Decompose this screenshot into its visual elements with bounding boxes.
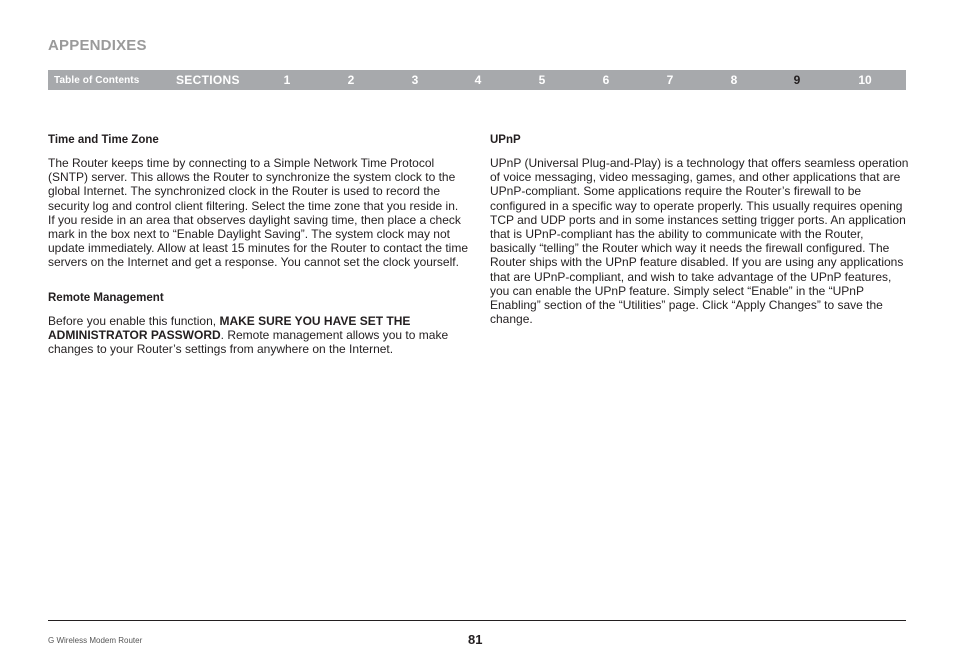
section-link-5[interactable]: 5 xyxy=(538,73,546,87)
remote-body-intro: Before you enable this function, xyxy=(48,313,220,328)
right-column xyxy=(490,133,910,326)
section-link-3[interactable]: 3 xyxy=(411,73,419,87)
section-link-9-active[interactable]: 9 xyxy=(793,73,801,87)
page-section-title: APPENDIXES xyxy=(48,37,147,54)
left-column xyxy=(48,133,468,356)
page-number: 81 xyxy=(468,632,483,647)
section-link-6[interactable]: 6 xyxy=(602,73,610,87)
remote-management-heading: Remote Management xyxy=(48,291,164,304)
upnp-heading: UPnP xyxy=(490,134,521,146)
section-link-8[interactable]: 8 xyxy=(730,73,738,87)
section-nav-bar xyxy=(48,70,906,90)
footer-divider xyxy=(48,620,906,621)
section-link-4[interactable]: 4 xyxy=(474,73,482,87)
section-link-7[interactable]: 7 xyxy=(666,73,674,87)
remote-body-warning: MAKE SURE YOU HAVE SET THE ADMINISTRATOR PASSWORD xyxy=(48,313,411,342)
section-link-1[interactable]: 1 xyxy=(283,73,291,87)
section-link-10[interactable]: 10 xyxy=(858,73,872,87)
time-zone-heading: Time and Time Zone xyxy=(48,134,159,146)
sections-label: SECTIONS xyxy=(176,73,240,87)
footer-product-name: G Wireless Modem Router xyxy=(48,636,143,645)
remote-management-body xyxy=(48,314,468,357)
remote-body-rest: . Remote management allows you to make changes to your Router’s settings from anywhere on the Internet. xyxy=(48,327,449,357)
table-of-contents-link[interactable]: Table of Contents xyxy=(54,75,140,86)
section-link-2[interactable]: 2 xyxy=(347,73,355,87)
upnp-body: UPnP (Universal Plug-and-Play) is a technology that offers seamless operation of voice messaging, video messaging, games, and other applications that are UPnP-compliant. Some applications require the Router’s firewall to be configured in a specific way to operate properly. This usually requires opening TCP and UDP ports and in some instances setting trigger ports. An application that is UPnP-compliant has the ability to communicate with the Router, basically “telling” the Router which way it needs the firewall configured. The Router ships with the UPnP feature disabled. If you are using any applications that are UPnP-compliant, and wish to take advantage of the UPnP features, you can enable the UPnP feature. Simply select “Enable” in the “UPnP Enabling” section of the “Utilities” page. Click “Apply Changes” to save the change. xyxy=(490,156,909,327)
time-zone-body: The Router keeps time by connecting to a Simple Network Time Protocol (SNTP) server. This allows the Router to synchronize the system clock to the global Internet. The synchronized clock in the Router is used to record the security log and control client filtering. Select the time zone that you reside in. If you reside in an area that observes daylight saving time, then place a check mark in the box next to “Enable Daylight Saving”. The system clock may not update immediately. Allow at least 15 minutes for the Router to contact the time servers on the Internet and get a response. You cannot set the clock yourself. xyxy=(48,156,468,270)
